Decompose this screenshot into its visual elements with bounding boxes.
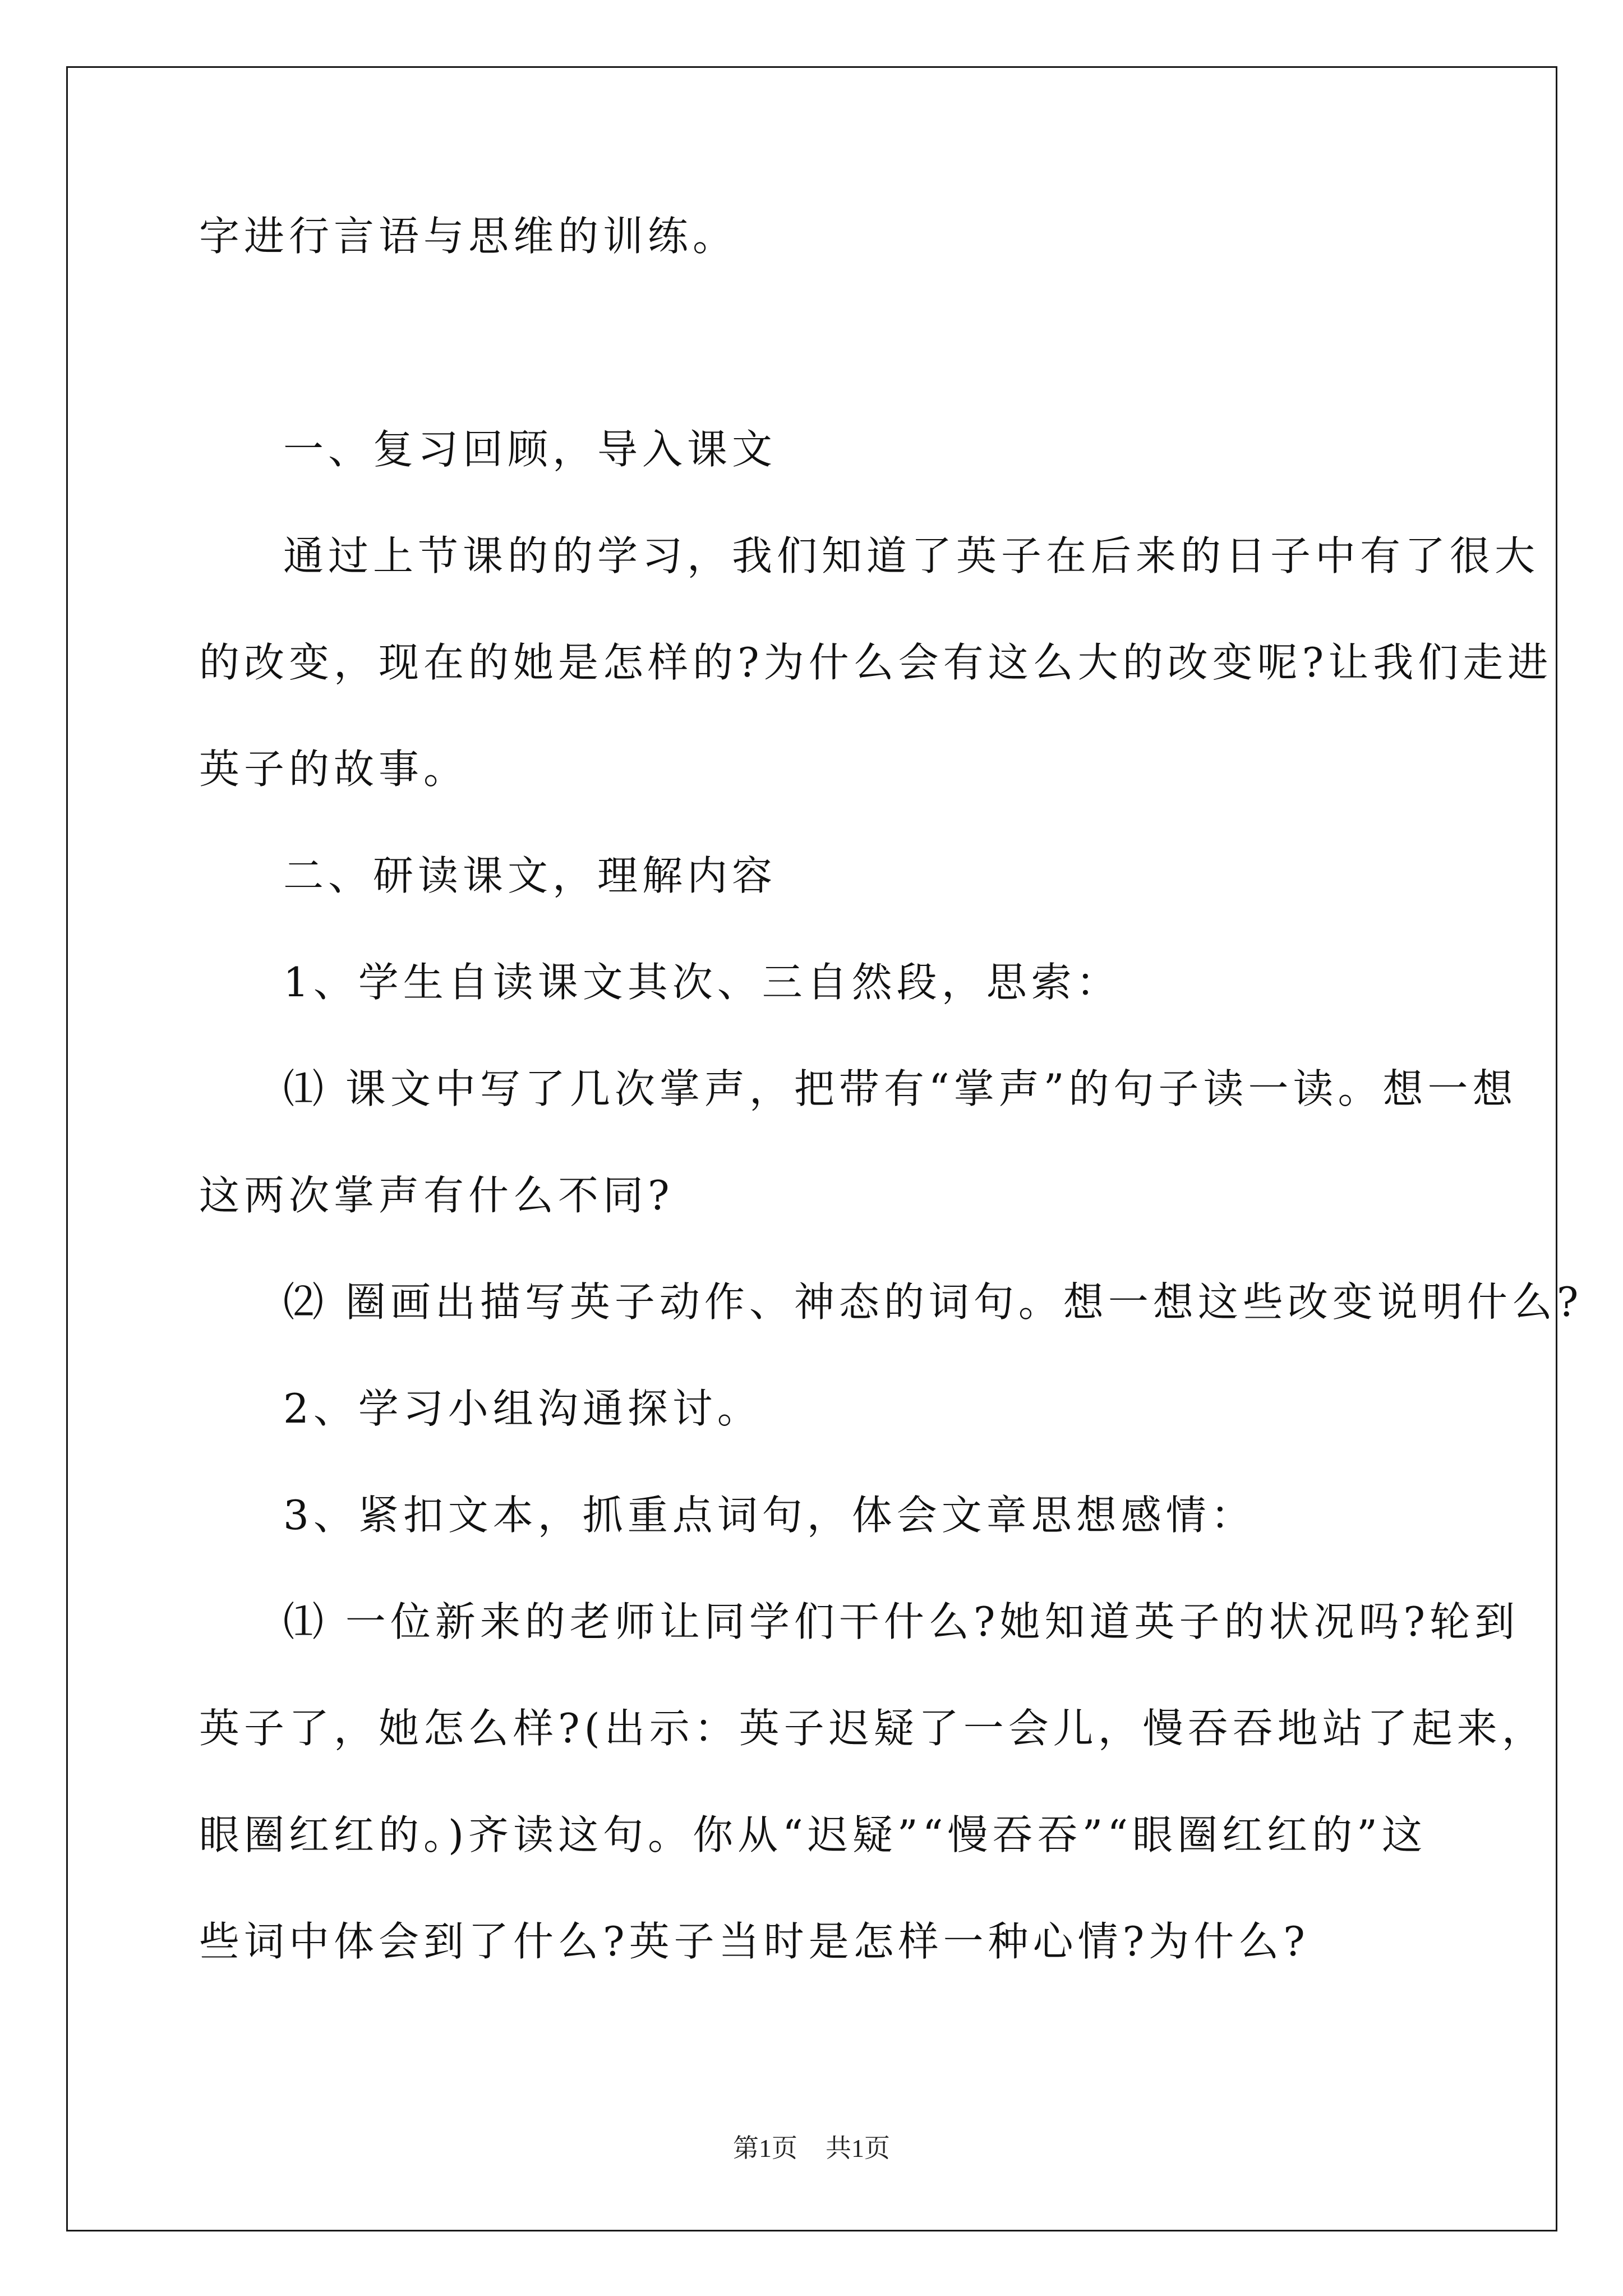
- paragraph-line: 1、学生自读课文其次、三自然段，思索：: [283, 959, 1121, 1006]
- paragraph-line: 通过上节课的的学习，我们知道了英子在后来的日子中有了很大: [283, 532, 1540, 579]
- paragraph-line: 些词中体会到了什么?英子当时是怎样一种心情?为什么?: [199, 1918, 1310, 1965]
- page-total: 共1页: [826, 2134, 890, 2162]
- paragraph-line: 英子了，她怎么样?(出示：英子迟疑了一会儿，慢吞吞地站了起来，: [199, 1705, 1547, 1752]
- paragraph-line: ⑴ 一位新来的老师让同学们干什么?她知道英子的状况吗?轮到: [283, 1598, 1520, 1645]
- paragraph-line: 的改变，现在的她是怎样的?为什么会有这么大的改变呢?让我们走进: [199, 639, 1553, 686]
- page-frame: [66, 66, 1583, 2231]
- paragraph-line: 眼圈红红的。)齐读这句。你从“迟疑”“慢吞吞”“眼圈红红的”这: [199, 1811, 1427, 1858]
- page-number: 第1页: [733, 2134, 797, 2162]
- paragraph-line: 英子的故事。: [199, 746, 469, 793]
- section-heading: 一、复习回顾，导入课文: [283, 426, 777, 473]
- paragraph-line: ⑵ 圈画出描写英子动作、神态的词句。想一想这些改变说明什么?: [283, 1278, 1583, 1326]
- paragraph-line: 字进行言语与思维的训练。: [199, 213, 738, 260]
- paragraph-line: 3、紧扣文本，抓重点词句，体会文章思想感情：: [283, 1492, 1256, 1539]
- section-heading: 二、研读课文，理解内容: [283, 852, 777, 899]
- page-footer: [0, 2134, 1623, 2162]
- paragraph-line: 这两次掌声有什么不同?: [199, 1172, 674, 1219]
- paragraph-line: 2、学习小组沟通探讨。: [283, 1385, 762, 1432]
- paragraph-line: ⑴ 课文中写了几次掌声，把带有“掌声”的句子读一读。想一想: [283, 1065, 1518, 1112]
